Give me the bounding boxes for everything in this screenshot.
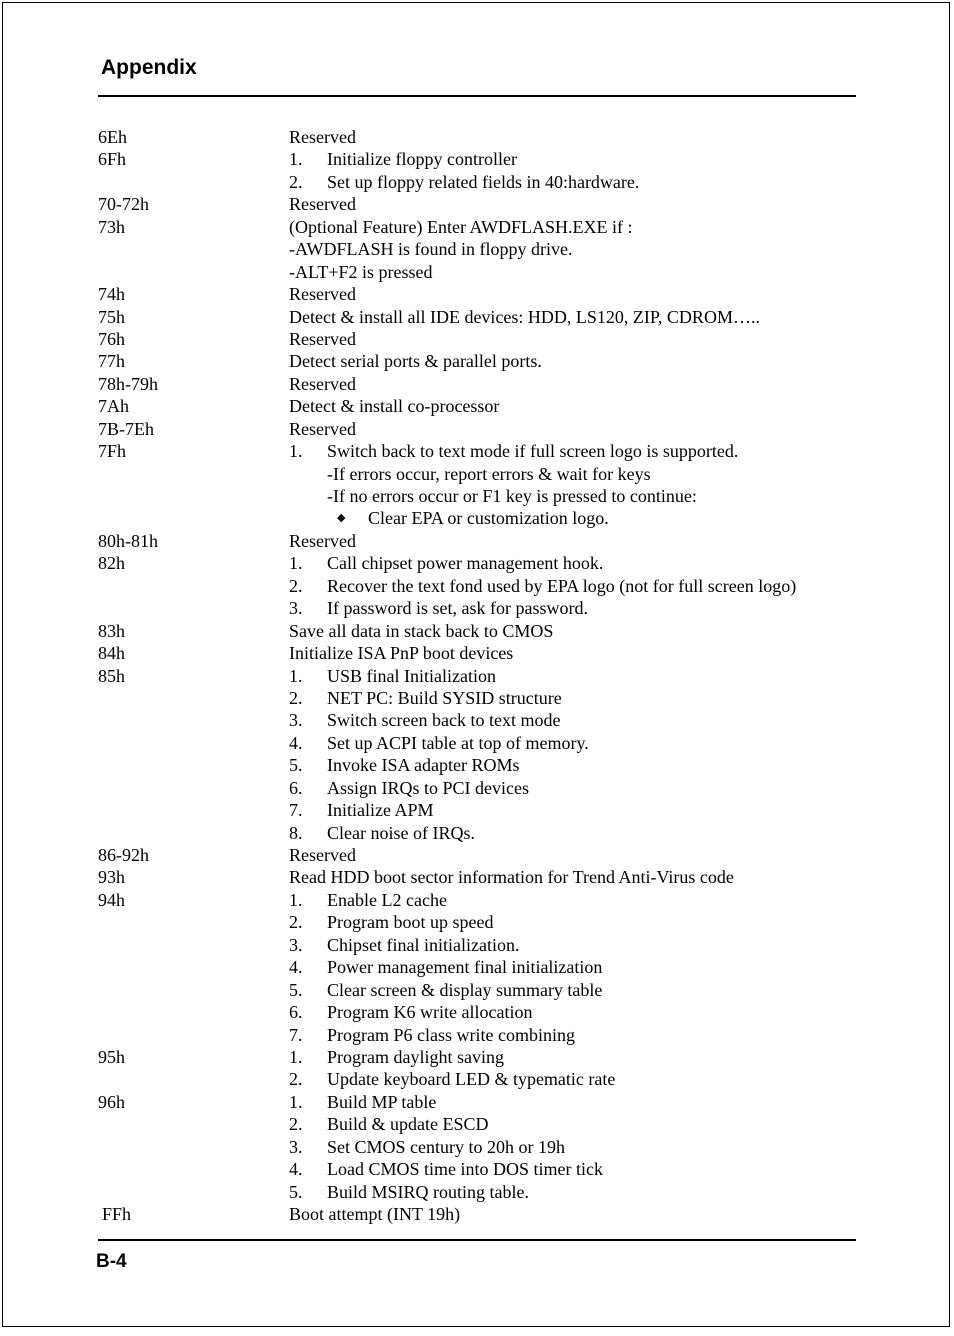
table-row [0, 822, 954, 844]
post-code: 84h [98, 643, 125, 664]
post-code: 6Fh [98, 149, 127, 170]
description: Detect serial ports & parallel ports. [289, 351, 542, 372]
list-item-text: Power management final initialization [327, 957, 603, 978]
list-number: 4. [289, 1159, 303, 1180]
list-item-text: Set up ACPI table at top of memory. [327, 732, 589, 753]
table-row [0, 934, 954, 956]
description: -AWDFLASH is found in floppy drive. [289, 239, 573, 260]
list-number: 5. [289, 979, 303, 1000]
post-code: 76h [98, 328, 125, 349]
list-number: 2. [289, 171, 303, 192]
list-item-text: Switch screen back to text mode [327, 710, 561, 731]
table-row [0, 216, 954, 238]
table-row [0, 575, 954, 597]
table-row [0, 889, 954, 911]
table-row [0, 777, 954, 799]
list-item-text: Build & update ESCD [327, 1114, 489, 1135]
post-code: 96h [98, 1091, 125, 1112]
table-row [0, 261, 954, 283]
table-row [0, 1046, 954, 1068]
description: Initialize ISA PnP boot devices [289, 643, 514, 664]
table-row [0, 1136, 954, 1158]
list-number: 3. [289, 598, 303, 619]
list-number: 1. [289, 889, 303, 910]
list-number: 1. [289, 1046, 303, 1067]
table-row [0, 1203, 954, 1225]
table-row [0, 754, 954, 776]
list-item-text: Program daylight saving [327, 1046, 504, 1067]
description: Reserved [289, 418, 356, 439]
list-item-text: Recover the text fond used by EPA logo (not for full screen logo) [327, 575, 797, 596]
post-code: 74h [98, 284, 125, 305]
list-number: 3. [289, 1136, 303, 1157]
list-item-text: NET PC: Build SYSID structure [327, 687, 562, 708]
sub-item-text: -If no errors occur or F1 key is pressed to continue: [327, 486, 697, 506]
list-number: 2. [289, 1114, 303, 1135]
list-item-text: Switch back to text mode if full screen logo is supported. [327, 441, 739, 462]
table-row [0, 283, 954, 305]
post-code: 75h [98, 306, 125, 327]
table-row [0, 126, 954, 148]
diamond-bullet-icon: ◆ [337, 512, 346, 525]
table-row [0, 866, 954, 888]
list-number: 3. [289, 710, 303, 731]
list-item-text: If password is set, ask for password. [327, 598, 588, 619]
list-number: 4. [289, 732, 303, 753]
list-item-text: Program boot up speed [327, 912, 494, 933]
list-number: 2. [289, 575, 303, 596]
description: Reserved [289, 194, 356, 215]
table-row [0, 440, 954, 462]
list-number: 1. [289, 665, 303, 686]
list-number: 5. [289, 755, 303, 776]
post-code-table [0, 126, 954, 1225]
list-number: 1. [289, 553, 303, 574]
post-code: 6Eh [98, 127, 127, 147]
post-code: 95h [98, 1046, 125, 1067]
list-number: 4. [289, 957, 303, 978]
table-row [0, 350, 954, 372]
list-number: 6. [289, 1002, 303, 1023]
page-title: Appendix [101, 56, 197, 79]
list-number: 8. [289, 822, 303, 843]
description: Save all data in stack back to CMOS [289, 620, 554, 641]
post-code: FFh [102, 1204, 132, 1224]
table-row [0, 238, 954, 260]
post-code: 94h [98, 889, 125, 910]
post-code: 82h [98, 553, 125, 574]
description: Boot attempt (INT 19h) [289, 1204, 461, 1224]
description: Reserved [289, 284, 356, 305]
description: Reserved [289, 127, 356, 147]
table-row [0, 373, 954, 395]
table-row [0, 1091, 954, 1113]
table-row [0, 1158, 954, 1180]
list-item-text: Chipset final initialization. [327, 934, 520, 955]
post-code: 80h-81h [98, 530, 158, 551]
post-code: 7B-7Eh [98, 418, 154, 439]
table-row [0, 171, 954, 193]
list-item-text: Build MSIRQ routing table. [327, 1181, 529, 1202]
table-row [0, 193, 954, 215]
list-item-text: Call chipset power management hook. [327, 553, 604, 574]
list-item-text: USB final Initialization [327, 665, 496, 686]
table-row [0, 911, 954, 933]
list-item-text: Clear screen & display summary table [327, 979, 603, 1000]
description: Read HDD boot sector information for Trend Anti-Virus code [289, 867, 734, 888]
post-code: 70-72h [98, 194, 149, 215]
table-row [0, 844, 954, 866]
list-item-text: Set up floppy related fields in 40:hardware. [327, 171, 640, 192]
list-item-text: Invoke ISA adapter ROMs [327, 755, 520, 776]
description: Detect & install all IDE devices: HDD, LS120, ZIP, CDROM….. [289, 306, 760, 327]
list-number: 2. [289, 687, 303, 708]
list-item-text: Enable L2 cache [327, 889, 447, 910]
list-item-text: Update keyboard LED & typematic rate [327, 1069, 616, 1090]
list-item-text: Initialize floppy controller [327, 149, 517, 170]
table-row [0, 306, 954, 328]
description: Detect & install co-processor [289, 396, 500, 417]
list-number: 2. [289, 912, 303, 933]
table-row [0, 687, 954, 709]
post-code: 77h [98, 351, 125, 372]
description: Reserved [289, 373, 356, 394]
table-row [0, 1001, 954, 1023]
table-row [0, 328, 954, 350]
list-item-text: Program K6 write allocation [327, 1002, 533, 1023]
table-row [0, 597, 954, 619]
table-row [0, 642, 954, 664]
post-code: 73h [98, 216, 125, 237]
post-code: 83h [98, 620, 125, 641]
list-number: 2. [289, 1069, 303, 1090]
list-item-text: Initialize APM [327, 800, 434, 821]
bullet-item-text: Clear EPA or customization logo. [368, 508, 609, 529]
table-row [0, 485, 954, 507]
table-row [0, 979, 954, 1001]
list-number: 3. [289, 934, 303, 955]
table-row [0, 552, 954, 574]
table-row [0, 395, 954, 417]
description: (Optional Feature) Enter AWDFLASH.EXE if : [289, 216, 633, 237]
table-row [0, 1113, 954, 1135]
page-number: B-4 [96, 1251, 127, 1272]
description: Reserved [289, 845, 356, 865]
list-item-text: Program P6 class write combining [327, 1024, 575, 1045]
post-code: 78h-79h [98, 373, 158, 394]
list-item-text: Assign IRQs to PCI devices [327, 777, 529, 798]
table-row [0, 620, 954, 642]
post-code: 7Fh [98, 441, 127, 462]
header-divider [98, 95, 856, 97]
list-number: 7. [289, 800, 303, 821]
table-row [0, 732, 954, 754]
list-number: 6. [289, 777, 303, 798]
table-row [0, 799, 954, 821]
table-row [0, 463, 954, 485]
post-code: 85h [98, 665, 125, 686]
table-row [0, 709, 954, 731]
description: -ALT+F2 is pressed [289, 261, 433, 282]
list-number: 5. [289, 1181, 303, 1202]
description: Reserved [289, 328, 356, 349]
table-row [0, 665, 954, 687]
list-number: 7. [289, 1024, 303, 1045]
list-item-text: Build MP table [327, 1091, 437, 1112]
post-code: 93h [98, 867, 125, 888]
table-row [0, 956, 954, 978]
list-item-text: Set CMOS century to 20h or 19h [327, 1136, 565, 1157]
list-item-text: Clear noise of IRQs. [327, 822, 475, 843]
list-number: 1. [289, 149, 303, 170]
description: Reserved [289, 530, 356, 551]
sub-item-text: -If errors occur, report errors & wait for keys [327, 463, 651, 484]
table-row [0, 418, 954, 440]
table-row [0, 507, 954, 529]
post-code: 7Ah [98, 396, 129, 417]
list-number: 1. [289, 441, 303, 462]
table-row [0, 148, 954, 170]
table-row [0, 1024, 954, 1046]
list-item-text: Load CMOS time into DOS timer tick [327, 1159, 603, 1180]
list-number: 1. [289, 1091, 303, 1112]
table-row [0, 1181, 954, 1203]
table-row [0, 1068, 954, 1090]
table-row [0, 530, 954, 552]
footer-divider [98, 1239, 856, 1241]
post-code: 86-92h [98, 845, 149, 865]
